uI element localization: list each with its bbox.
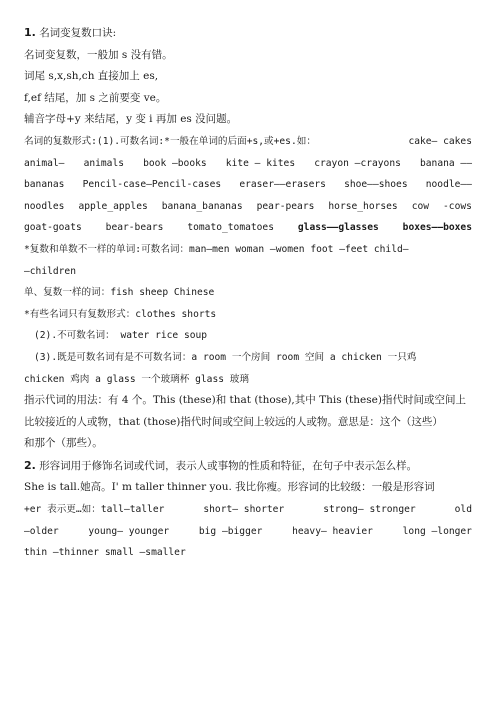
same-form-line: 单、复数一样的词：fish sheep Chinese [24, 287, 215, 299]
pair-item: kite — kites [225, 157, 296, 169]
pair-item: crayon —crayons [314, 157, 401, 169]
comparative-item: —older [24, 525, 59, 537]
section2-title: 形容词用于修饰名词或代词，表示人或事物的性质和特征，在句子中表示怎么样。 [39, 459, 418, 472]
comparative-item: big —bigger [198, 525, 263, 537]
pair-item: Pencil-case—Pencil-cases [82, 179, 222, 191]
pair-item: -cows [443, 200, 472, 212]
pair-item: goat-goats [24, 222, 82, 234]
comparative-item: short— shorter [203, 504, 285, 516]
plural-forms-intro [24, 134, 472, 149]
plural-only-line: *有些名词只有复数形式：clothes shorts [24, 308, 217, 320]
both-countable-line-2: chicken 鸡肉 a glass 一个玻璃杯 glass 玻璃 [24, 373, 249, 385]
pair-item: eraser——erasers [239, 179, 326, 191]
pair-item: noodle—— [425, 179, 472, 191]
adjective-line-4 [24, 524, 472, 539]
comparative-item: heavy— heavier [292, 525, 373, 537]
pair-item: bananas [24, 179, 65, 191]
section1-title: 名词变复数口诀: [39, 27, 117, 39]
comparative-item: strong— stronger [323, 504, 416, 516]
pair-item: animal— [24, 157, 65, 169]
comparative-item: young— younger [88, 525, 170, 537]
both-countable-line-1: (3).既是可数名词有是不可数名词：a room 一个房间 room 空间 a chicken 一只鸡 [34, 351, 417, 363]
pair-item: bear-bears [105, 222, 164, 234]
rhyme-line-1: 名词变复数，一般加 s 没有错。 [24, 48, 173, 61]
demonstrative-line-3: 和那个（那些）。 [24, 437, 103, 450]
comparative-item: old [454, 504, 472, 516]
section1-heading [24, 25, 472, 41]
pairs-line-4 [24, 199, 472, 214]
pair-item: horse_horses [328, 200, 398, 212]
comparative-item: long —longer [402, 525, 472, 537]
pair-item: pear-pears [256, 200, 315, 212]
rhyme-line-3: f,ef 结尾，加 s 之前要变 ve。 [24, 91, 167, 104]
pair-item: banana_bananas [161, 200, 243, 212]
document-page [24, 25, 472, 567]
rhyme-line-2: 词尾 s,x,sh,ch 直接加上 es, [24, 70, 159, 83]
plural-forms-rule: 名词的复数形式:(1).可数名词:*一般在单词的后面+s,或+es.如： [24, 135, 316, 147]
rhyme-line-4: 辅音字母+y 来结尾，y 变 i 再加 es 没问题。 [24, 113, 238, 126]
adjective-line-2: She is tall.她高。I' m taller thinner you. 我比你瘦。形容词的比较级：一般是形容词 [24, 481, 435, 494]
pair-item: tomato_tomatoes [187, 222, 274, 234]
comparative-item: +er 表示更…如：tall—taller [24, 504, 165, 516]
pair-item: banana —— [420, 157, 472, 169]
pair-item: cow [411, 200, 430, 212]
uncountable-line: (2).不可数名词： water rice soup [34, 330, 208, 342]
pair-item: shoe——shoes [344, 179, 408, 191]
section2-heading [24, 458, 472, 474]
adjective-line-5: thin —thinner small —smaller [24, 547, 186, 559]
pairs-line-2 [24, 156, 472, 171]
pairs-line-5 [24, 220, 472, 235]
pair-cake: cake— cakes [408, 135, 472, 147]
irregular-plural-line-1: *复数和单数不一样的单词:可数名词：man—men woman —women foot —feet child— [24, 243, 409, 255]
pair-item: apple_apples [78, 200, 148, 212]
pairs-line-3 [24, 177, 472, 192]
adjective-line-3 [24, 502, 472, 517]
pair-item-bold: boxes——boxes [402, 222, 472, 234]
pair-item: noodles [24, 200, 65, 212]
pair-item: book —books [143, 157, 207, 169]
demonstrative-line-2: 比较接近的人或物，that (those)指代时间或空间上较远的人或物。意思是：这个（这些） [24, 415, 443, 428]
demonstrative-line-1: 指示代词的用法：有 4 个。This (these)和 that (those),其中 This (these)指代时间或空间上 [24, 394, 466, 407]
section1-number: 1. [24, 26, 36, 39]
pair-item-bold: glass——glasses [297, 222, 379, 234]
pair-item: animals [83, 157, 124, 169]
section2-number: 2. [24, 458, 36, 472]
irregular-plural-line-2: —children [24, 265, 76, 277]
